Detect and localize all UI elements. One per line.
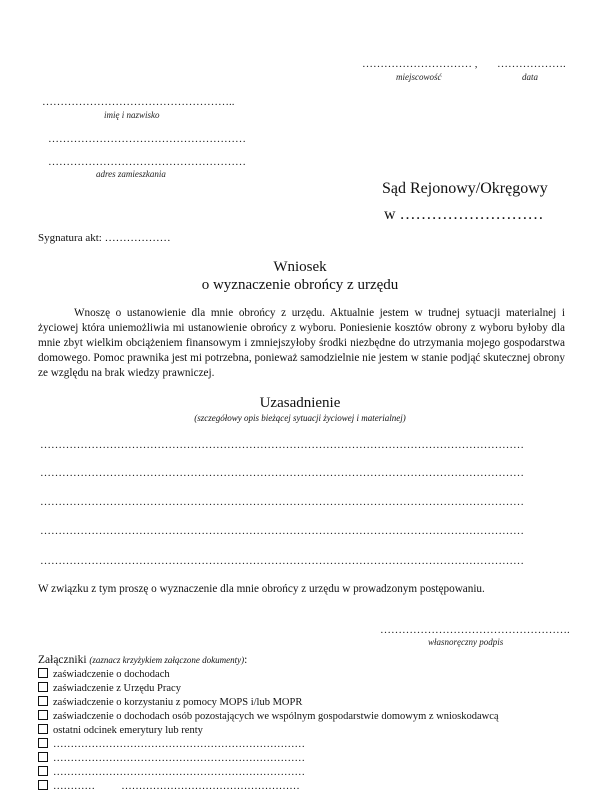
name-label: imię i nazwisko (104, 110, 160, 120)
attachment-item[interactable] (38, 738, 305, 750)
case-signature[interactable]: Sygnatura akt: ……………… (38, 232, 171, 244)
checkbox[interactable] (38, 696, 48, 706)
place-label: miejscowość (396, 72, 442, 82)
attachment-label[interactable]: ……………………………………………………………… (53, 767, 305, 778)
attachment-label: zaświadczenie o dochodach (53, 669, 170, 680)
attachment-label: zaświadczenie o dochodach osób pozostających we wspólnym gospodarstwie domowym z wnioskodawcą (53, 711, 499, 722)
attachments-heading (38, 654, 247, 666)
checkbox[interactable] (38, 668, 48, 678)
checkbox[interactable] (38, 780, 48, 790)
place-field[interactable]: ………………………… , (362, 58, 478, 70)
name-field[interactable]: …………………………………………….. (42, 96, 235, 108)
checkbox[interactable] (38, 710, 48, 720)
justification-line[interactable]: …………………………………………………………………………………………………………………… (40, 525, 524, 537)
attachment-item[interactable] (38, 668, 170, 680)
justification-title: Uzasadnienie (259, 395, 341, 411)
justification-line[interactable]: …………………………………………………………………………………………………………………… (40, 496, 524, 508)
justification-line[interactable]: …………………………………………………………………………………………………………………… (40, 467, 524, 479)
attachment-item[interactable] (38, 752, 305, 764)
checkbox[interactable] (38, 738, 48, 748)
attachments-heading-text: Załączniki (38, 654, 87, 666)
attachment-item[interactable] (38, 710, 499, 722)
attachment-item[interactable] (38, 724, 203, 736)
checkbox[interactable] (38, 752, 48, 762)
checkbox[interactable] (38, 724, 48, 734)
attachment-label: zaświadczenie z Urzędu Pracy (53, 683, 181, 694)
attachment-item[interactable] (38, 780, 300, 792)
date-label: data (522, 72, 539, 82)
attachment-label[interactable]: ……………………………………………………………… (53, 739, 305, 750)
attachments-note: (zaznacz krzyżykiem załączone dokumenty) (89, 655, 245, 665)
checkbox[interactable] (38, 682, 48, 692)
attachments-colon: : (244, 654, 248, 666)
checkbox[interactable] (38, 766, 48, 776)
attachment-label: zaświadczenie o korzystaniu z pomocy MOPS i/lub MOPR (53, 697, 303, 708)
document-subtitle: o wyznaczenie obrońcy z urzędu (201, 277, 399, 293)
attachment-item[interactable] (38, 682, 181, 694)
court-name: Sąd Rejonowy/Okręgowy (382, 180, 548, 197)
justification-line[interactable]: …………………………………………………………………………………………………………………… (40, 439, 524, 451)
signature-label: własnoręczny podpis (428, 637, 504, 647)
address-label: adres zamieszkania (96, 169, 166, 179)
court-city-field[interactable]: w ……………………… (384, 206, 544, 223)
signature-field[interactable]: ……………………………………………. (380, 624, 570, 636)
attachment-item[interactable] (38, 696, 302, 708)
address-field-2[interactable]: ……………………………………………… (48, 156, 246, 168)
attachment-label[interactable]: ……………………………………………………………… (53, 753, 305, 764)
document-title: Wniosek (273, 259, 327, 275)
justification-subtitle: (szczegółowy opis bieżącej sytuacji życiowej i materialnej) (194, 413, 406, 423)
attachment-label[interactable]: ………… …………………………………………… (53, 781, 300, 792)
request-paragraph: Wnoszę o ustanowienie dla mnie obrońcy z urzędu. Aktualnie jestem w trudnej sytuacji materialnej i życiowej która uniemożliwia mi ustanowienie obrońcy z wyboru. Poniesienie kosztów obrony z wyboru byłoby dla mnie zbyt wielkim obciążeniem finansowym i zmniejszyłoby środki niezbędne do utrzymania mojego gospodarstwa domowego. Pomoc prawnika jest mi potrzebna, ponieważ samodzielnie nie jestem w stanie podjąć skutecznej obrony ze względu na brak wiedzy prawniczej. (38, 307, 565, 379)
attachment-item[interactable] (38, 766, 305, 778)
attachment-label: ostatni odcinek emerytury lub renty (53, 725, 203, 736)
address-field-1[interactable]: ……………………………………………… (48, 133, 246, 145)
date-field[interactable]: ………………. (497, 58, 566, 70)
justification-line[interactable]: …………………………………………………………………………………………………………………… (40, 555, 524, 567)
closing-sentence: W związku z tym proszę o wyznaczenie dla mnie obrońcy z urzędu w prowadzonym postępowaniu. (38, 583, 485, 595)
